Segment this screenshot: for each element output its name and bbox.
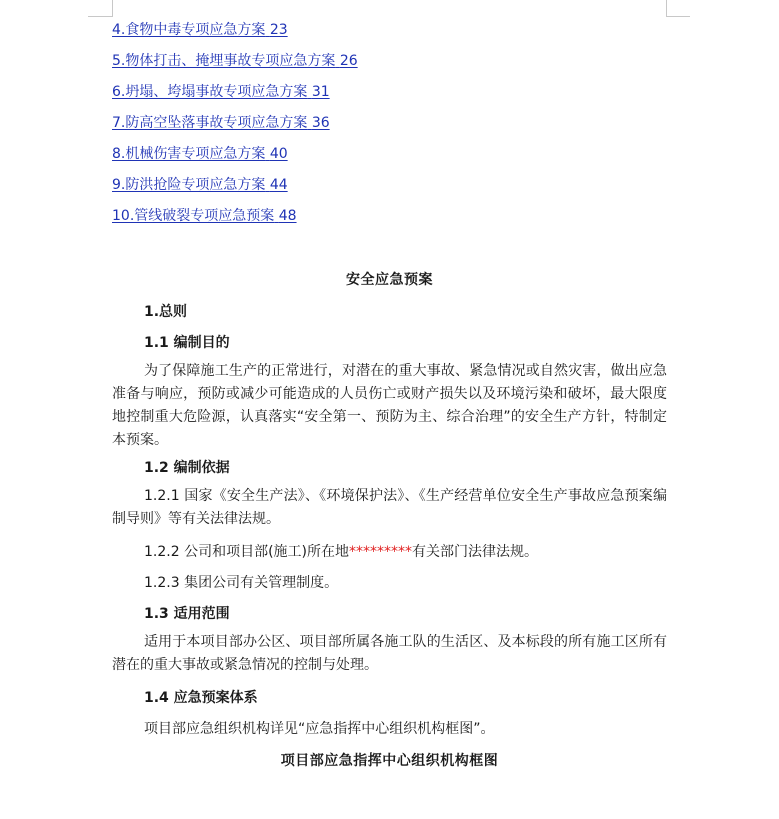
toc-link-mechanical-injury[interactable]: 8.机械伤害专项应急方案 40: [112, 146, 288, 162]
toc-link-fall-prevention[interactable]: 7.防高空坠落事故专项应急方案 36: [112, 115, 330, 131]
figure-title: 项目部应急指挥中心组织机构框图: [280, 753, 499, 769]
paragraph-system: 项目部应急组织机构详见“应急指挥中心组织机构框图”。: [144, 721, 495, 737]
toc-link-food-poisoning[interactable]: 4.食物中毒专项应急方案 23: [112, 22, 288, 38]
toc-link-flood-control[interactable]: 9.防洪抢险专项应急方案 44: [112, 177, 288, 193]
crop-mark-top-left: [88, 16, 112, 17]
paragraph-scope: 适用于本项目部办公区、项目部所属各施工队的生活区、及本标段的所有施工区所有潜在的重大事故或紧急情况的控制与处理。: [112, 634, 667, 673]
toc-link-object-strike[interactable]: 5.物体打击、掩埋事故专项应急方案 26: [112, 53, 358, 69]
table-of-contents: [112, 18, 672, 235]
crop-mark-top-right: [666, 16, 690, 17]
toc-link-pipeline-rupture[interactable]: 10.管线破裂专项应急预案 48: [112, 208, 297, 224]
paragraph-basis-3: 1.2.3 集团公司有关管理制度。: [144, 575, 339, 591]
crop-mark-top-right-vertical: [666, 0, 667, 17]
heading-scope: 1.3 适用范围: [144, 606, 230, 622]
paragraph-purpose: 为了保障施工生产的正常进行，对潜在的重大事故、紧急情况或自然灾害，做出应急准备与响应，预防或减少可能造成的人员伤亡或财产损失以及环境污染和破坏，最大限度地控制重大危险源，认真落实“安全第一、预防为主、综合治理”的安全生产方针，特制定本预案。: [112, 363, 667, 448]
heading-system: 1.4 应急预案体系: [144, 690, 258, 706]
crop-mark-top-left-vertical: [112, 0, 113, 17]
heading-general: 1.总则: [144, 304, 188, 320]
redacted-location: *********: [349, 544, 412, 560]
paragraph-basis-1: 1.2.1 国家《安全生产法》、《环境保护法》、《生产经营单位安全生产事故应急预案编制导则》等有关法律法规。: [112, 488, 667, 527]
document-title: 安全应急预案: [346, 272, 433, 288]
toc-link-collapse[interactable]: 6.坍塌、垮塌事故专项应急方案 31: [112, 84, 330, 100]
heading-purpose: 1.1 编制目的: [144, 335, 230, 351]
paragraph-basis-2: [144, 541, 538, 561]
heading-basis: 1.2 编制依据: [144, 460, 230, 476]
basis-2-text: 1.2.2 公司和项目部(施工)所在地: [144, 544, 349, 560]
basis-2-text-end: 有关部门法律法规。: [412, 544, 538, 560]
